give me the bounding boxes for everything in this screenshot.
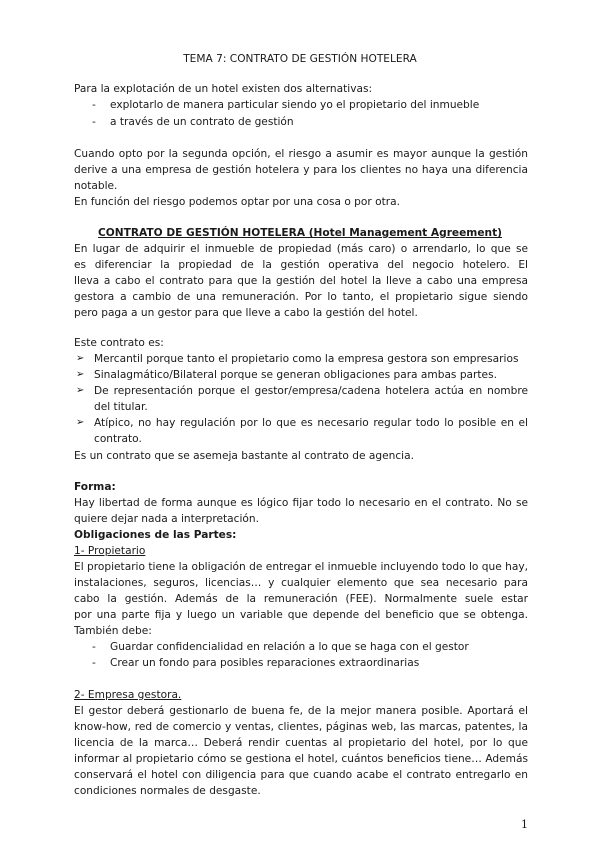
paragraph-line: En función del riesgo podemos optar por una cosa o por otra. [74,196,400,208]
paragraph-line: gestora a cambio de una remuneración. Por lo tanto, el propietario sigue siendo [74,291,528,303]
dash-bullet: - [92,641,96,653]
paragraph-line: instalaciones, seguros, licencias… y cualquier elemento que sea necesario para [74,577,528,589]
intro-text: Para la explotación de un hotel existen dos alternativas: [74,83,373,95]
duty-text: Crear un fondo para posibles reparaciones extraordinarias [110,657,420,669]
paragraph-line: pero paga a un gestor para que lleve a cabo la gestión del hotel. [74,307,418,319]
page-title: TEMA 7: CONTRATO DE GESTIÓN HOTELERA [183,53,417,65]
contract-closing: Es un contrato que se asemeja bastante al contrato de agencia. [74,450,414,462]
arrow-bullet-icon: ➢ [76,353,85,364]
alternative-text: explotarlo de manera particular siendo yo el propietario del inmueble [110,99,480,111]
page-number: 1 [521,818,528,831]
paragraph-line: cabo la gestión. Además de la remuneración (FEE). Normalmente suele estar [74,593,528,605]
dash-bullet: - [92,657,96,669]
feature-text: De representación porque el gestor/empresa/cadena hotelera actúa en nombre [94,385,528,397]
paragraph-line: En lugar de adquirir el inmueble de propiedad (más caro) o arrendarlo, lo que se [74,243,528,255]
gestora-heading: 2- Empresa gestora. [74,689,182,701]
arrow-bullet-icon: ➢ [76,385,85,396]
section-heading: CONTRATO DE GESTIÓN HOTELERA (Hotel Management Agreement) [98,227,502,239]
paragraph-line: quiere dejar nada a interpretación. [74,513,259,525]
paragraph-line: El gestor deberá gestionarlo de buena fe, de la mejor manera posible. Aportará el [74,705,528,717]
paragraph-line: Hay libertad de forma aunque es lógico fijar todo lo necesario en el contrato. No se [74,497,528,509]
alternative-text: a través de un contrato de gestión [110,116,294,128]
obligaciones-heading: Obligaciones de las Partes: [74,529,237,541]
feature-text: Mercantil porque tanto el propietario como la empresa gestora son empresarios [94,353,519,365]
paragraph-line: conservará el hotel con diligencia para que cuando acabe el contrato entregarlo en [74,769,528,781]
paragraph-line: por una parte fija y luego un variable que depende del beneficio que se obtenga. [74,609,528,621]
paragraph-line: También debe: [74,625,152,637]
duty-text: Guardar confidencialidad en relación a lo que se haga con el gestor [110,641,469,653]
feature-text-continuation: del titular. [94,401,148,413]
arrow-bullet-icon: ➢ [76,369,85,380]
feature-text: Atípico, no hay regulación por lo que es necesario regular todo lo posible en el [94,417,528,429]
paragraph-line: informar al propietario cómo se gestiona el hotel, cuántos beneficios tiene… Además [74,753,528,765]
feature-text-continuation: contrato. [94,433,142,445]
paragraph-line: condiciones normales de desgaste. [74,785,261,797]
paragraph-line: know-how, red de comercio y ventas, clientes, páginas web, las marcas, patentes, la [74,721,528,733]
paragraph-line: licencia de la marca… Deberá rendir cuentas al propietario del hotel, por lo que [74,737,528,749]
feature-text: Sinalagmático/Bilateral porque se generan obligaciones para ambas partes. [94,369,497,381]
forma-heading: Forma: [74,481,116,493]
paragraph-line: El propietario tiene la obligación de entregar el inmueble incluyendo todo lo que hay, [74,561,528,573]
contract-intro: Este contrato es: [74,337,164,349]
arrow-bullet-icon: ➢ [76,417,85,428]
dash-bullet: - [92,116,96,128]
paragraph-line: Cuando opto por la segunda opción, el riesgo a asumir es mayor aunque la gestión [74,148,528,160]
propietario-heading: 1- Propietario [74,545,146,557]
paragraph-line: lleva a cabo el contrato para que la gestión del hotel la lleve a cabo una empresa [74,275,528,287]
paragraph-line: notable. [74,180,118,192]
paragraph-line: es diferenciar la propiedad de la gestión operativa del negocio hotelero. El [74,259,528,271]
paragraph-line: derive a una empresa de gestión hotelera y para los clientes no haya una diferencia [74,164,528,176]
dash-bullet: - [92,99,96,111]
